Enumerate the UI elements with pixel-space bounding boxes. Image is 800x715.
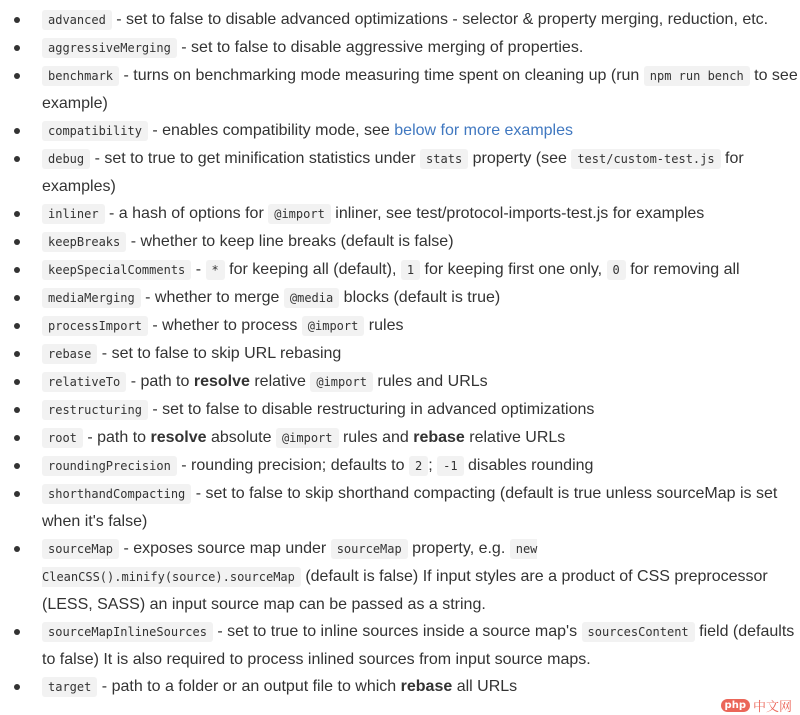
option-desc: - set to false to disable advanced optimizations - selector & property merging, reduction, etc. bbox=[111, 11, 769, 28]
option-desc: inliner, see test/protocol-imports-test.js for examples bbox=[330, 205, 705, 222]
option-desc: - enables compatibility mode, see bbox=[147, 122, 395, 139]
option-code: sourceMap bbox=[42, 539, 119, 559]
option-desc: property, e.g. bbox=[407, 540, 510, 557]
bold-term: rebase bbox=[400, 678, 453, 695]
option-desc: - path to bbox=[82, 429, 151, 446]
inline-code: @import bbox=[302, 316, 365, 336]
option-keep-special-comments bbox=[42, 256, 800, 284]
option-desc: - set to false to skip URL rebasing bbox=[97, 345, 342, 362]
option-media-merging bbox=[42, 284, 800, 312]
inline-code: npm run bench bbox=[644, 66, 750, 86]
option-desc: for keeping all (default), bbox=[224, 261, 401, 278]
option-desc: rules and bbox=[338, 429, 414, 446]
inline-code: stats bbox=[420, 149, 468, 169]
option-debug bbox=[42, 145, 800, 200]
option-desc: - whether to merge bbox=[140, 289, 284, 306]
option-relative-to bbox=[42, 368, 800, 396]
inline-code: sourcesContent bbox=[582, 622, 695, 642]
option-code: aggressiveMerging bbox=[42, 38, 177, 58]
option-code: benchmark bbox=[42, 66, 119, 86]
bold-term: resolve bbox=[150, 429, 207, 446]
option-desc: - set to false to disable restructuring in advanced optimizations bbox=[147, 401, 595, 418]
inline-code: test/custom-test.js bbox=[571, 149, 720, 169]
below-examples-link[interactable]: below for more examples bbox=[394, 122, 574, 139]
option-source-map-inline-sources bbox=[42, 618, 800, 673]
option-code: keepBreaks bbox=[42, 232, 126, 252]
option-desc: field (defaults to false) It is also required to process inlined sources from input source maps. bbox=[42, 623, 795, 668]
watermark-text: 中文网 bbox=[752, 700, 792, 715]
option-desc: ; bbox=[428, 457, 438, 474]
option-benchmark bbox=[42, 62, 800, 117]
bold-term: rebase bbox=[413, 429, 465, 446]
option-code: relativeTo bbox=[42, 372, 126, 392]
option-code: roundingPrecision bbox=[42, 456, 177, 476]
option-desc: for examples) bbox=[42, 150, 744, 195]
inline-code: sourceMap bbox=[331, 539, 408, 559]
option-desc: all URLs bbox=[452, 678, 518, 695]
inline-code: 1 bbox=[401, 260, 420, 280]
option-root bbox=[42, 424, 800, 452]
inline-code: @media bbox=[284, 288, 339, 308]
option-desc: (default is false) If input styles are a product of CSS preprocessor (LESS, SASS) an input source map can be passed as a string. bbox=[42, 568, 768, 613]
inline-code: @import bbox=[276, 428, 339, 448]
watermark bbox=[721, 696, 792, 715]
option-desc: - set to true to get minification statistics under bbox=[90, 150, 421, 167]
option-code: compatibility bbox=[42, 121, 148, 141]
php-logo-icon: php bbox=[721, 699, 750, 712]
option-desc: - path to a folder or an output file to which bbox=[97, 678, 401, 695]
option-advanced bbox=[42, 6, 800, 34]
option-code: processImport bbox=[42, 316, 148, 336]
option-desc: - whether to keep line breaks (default is false) bbox=[126, 233, 454, 250]
option-desc: rules bbox=[364, 317, 404, 334]
inline-code: 2 bbox=[409, 456, 428, 476]
option-desc: - path to bbox=[126, 373, 194, 390]
option-desc: - exposes source map under bbox=[119, 540, 331, 557]
option-keep-breaks bbox=[42, 228, 800, 256]
option-shorthand-compacting bbox=[42, 480, 800, 535]
option-code: restructuring bbox=[42, 400, 148, 420]
option-rounding-precision bbox=[42, 452, 800, 480]
option-desc: rules and URLs bbox=[372, 373, 488, 390]
option-desc: relative bbox=[249, 373, 311, 390]
option-desc: - bbox=[191, 261, 206, 278]
option-desc: - set to false to skip shorthand compacting (default is true unless sourceMap is set when it's false) bbox=[42, 485, 778, 530]
option-code: shorthandCompacting bbox=[42, 484, 191, 504]
option-desc: - set to true to inline sources inside a source map's bbox=[212, 623, 582, 640]
option-rebase bbox=[42, 340, 800, 368]
option-desc: for removing all bbox=[625, 261, 740, 278]
option-code: advanced bbox=[42, 10, 112, 30]
option-code: mediaMerging bbox=[42, 288, 141, 308]
inline-code: 0 bbox=[607, 260, 626, 280]
option-desc: property (see bbox=[468, 150, 572, 167]
option-desc: absolute bbox=[206, 429, 276, 446]
option-code: target bbox=[42, 677, 97, 697]
option-aggressive-merging bbox=[42, 34, 800, 62]
option-compatibility bbox=[42, 117, 800, 145]
inline-code: @import bbox=[268, 204, 331, 224]
option-desc: blocks (default is true) bbox=[339, 289, 501, 306]
option-code: inliner bbox=[42, 204, 105, 224]
option-code: keepSpecialComments bbox=[42, 260, 191, 280]
option-desc: - turns on benchmarking mode measuring time spent on cleaning up (run bbox=[119, 67, 644, 84]
inline-code: new CleanCSS().minify(source).sourceMap bbox=[42, 539, 537, 587]
option-restructuring bbox=[42, 396, 800, 424]
option-code: root bbox=[42, 428, 83, 448]
option-code: rebase bbox=[42, 344, 97, 364]
bold-term: resolve bbox=[193, 373, 250, 390]
option-code: debug bbox=[42, 149, 90, 169]
option-source-map bbox=[42, 535, 800, 618]
option-desc: for keeping first one only, bbox=[420, 261, 607, 278]
option-desc: disables rounding bbox=[463, 457, 594, 474]
option-desc: to see example) bbox=[42, 67, 798, 112]
option-desc: relative URLs bbox=[464, 429, 566, 446]
option-desc: - a hash of options for bbox=[104, 205, 269, 222]
option-desc: - set to false to disable aggressive merging of properties. bbox=[176, 39, 584, 56]
inline-code: * bbox=[206, 260, 225, 280]
option-desc: - whether to process bbox=[147, 317, 302, 334]
option-code: sourceMapInlineSources bbox=[42, 622, 213, 642]
option-inliner bbox=[42, 200, 800, 228]
inline-code: @import bbox=[310, 372, 373, 392]
option-process-import bbox=[42, 312, 800, 340]
inline-code: -1 bbox=[437, 456, 463, 476]
option-target bbox=[42, 673, 800, 701]
option-desc: - rounding precision; defaults to bbox=[176, 457, 409, 474]
